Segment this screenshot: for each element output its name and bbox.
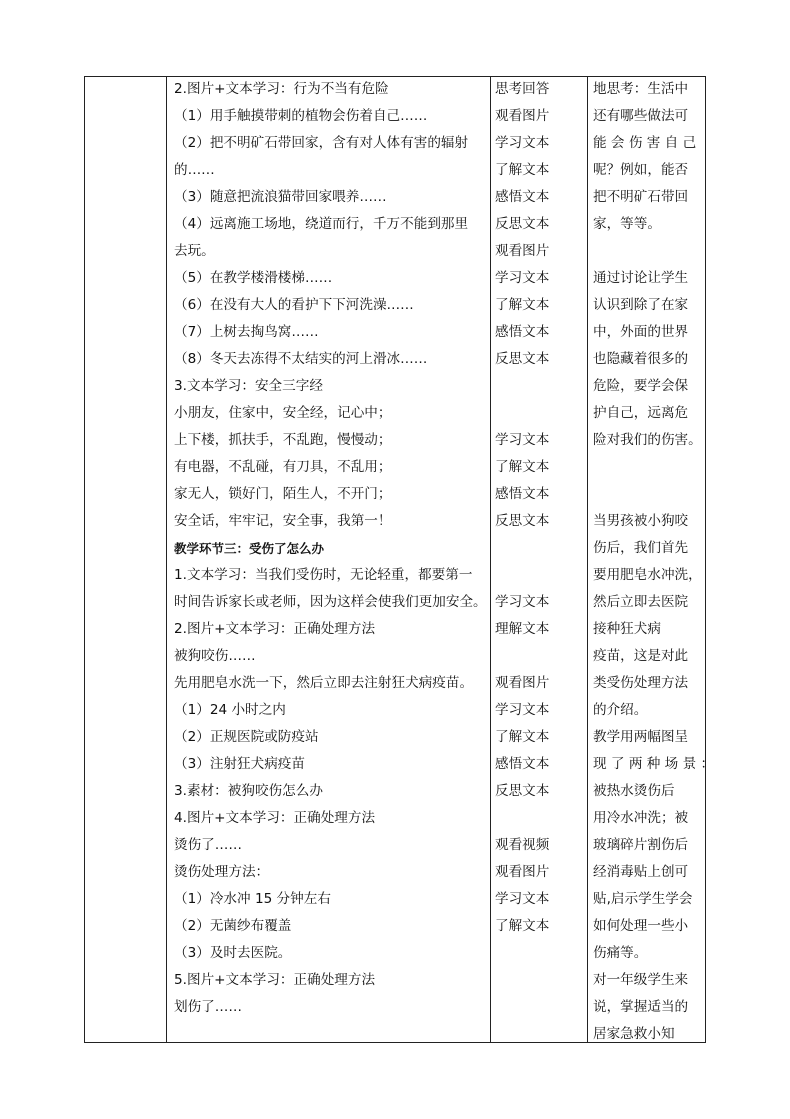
note-line: 居家急救小知 <box>593 1026 675 1042</box>
note-line: 然后立即去医院 <box>593 594 689 610</box>
content-line: 3.素材：被狗咬伤怎么办 <box>174 783 323 799</box>
activity-line: 反思文本 <box>495 216 550 232</box>
activity-line: 观看图片 <box>495 864 550 880</box>
activity-line: 学习文本 <box>495 891 550 907</box>
content-line: （1）冷水冲 15 分钟左右 <box>174 891 331 907</box>
content-line: 1.文本学习：当我们受伤时，无论轻重，都要第一 <box>174 567 473 583</box>
content-line: 家无人，锁好门，陌生人，不开门； <box>174 486 392 502</box>
content-line: 2.图片+文本学习：行为不当有危险 <box>174 81 389 97</box>
note-line: 疫苗，这是对此 <box>593 648 689 664</box>
activity-line: 了解文本 <box>495 297 550 313</box>
content-line: （2）把不明矿石带回家，含有对人体有害的辐射 <box>174 135 469 151</box>
column-divider-3 <box>587 77 588 1042</box>
note-line: 险对我们的伤害。 <box>593 432 702 448</box>
activity-line: 了解文本 <box>495 459 550 475</box>
activity-line: 理解文本 <box>495 621 550 637</box>
note-line: 把不明矿石带回 <box>593 189 689 205</box>
content-line: 3.文本学习：安全三字经 <box>174 378 323 394</box>
activity-line: 感悟文本 <box>495 189 550 205</box>
note-line: 中，外面的世界 <box>593 324 689 340</box>
activity-line: 学习文本 <box>495 702 550 718</box>
content-line: （3）随意把流浪猫带回家喂养…… <box>174 189 387 205</box>
activity-line: 思考回答 <box>495 81 550 97</box>
content-line: 烫伤处理方法： <box>174 864 270 880</box>
column-divider-2 <box>490 77 491 1042</box>
note-line: 通过讨论让学生 <box>593 270 689 286</box>
note-line: 对一年级学生来 <box>593 972 689 988</box>
content-line: （6）在没有大人的看护下下河洗澡…… <box>174 297 414 313</box>
note-line: 要用肥皂水冲洗， <box>593 567 702 583</box>
content-line: 安全话，牢牢记，安全事，我第一！ <box>174 513 392 529</box>
note-line: 呢？例如，能否 <box>593 162 689 178</box>
note-line: 伤痛等。 <box>593 945 648 961</box>
activity-line: 学习文本 <box>495 594 550 610</box>
content-line: （3）及时去医院。 <box>174 945 292 961</box>
content-line: 2.图片+文本学习：正确处理方法 <box>174 621 376 637</box>
activity-line: 反思文本 <box>495 783 550 799</box>
note-line: 家，等等。 <box>593 216 661 232</box>
activity-line: 了解文本 <box>495 918 550 934</box>
content-line: 小朋友，住家中，安全经，记心中； <box>174 405 392 421</box>
content-line: 时间告诉家长或老师，因为这样会使我们更加安全。 <box>174 594 487 610</box>
note-line: 能 会 伤 害 自 己 <box>593 135 697 151</box>
note-line: 类受伤处理方法 <box>593 675 689 691</box>
activity-line: 感悟文本 <box>495 756 550 772</box>
activity-line: 观看图片 <box>495 675 550 691</box>
content-line: 去玩。 <box>174 243 215 259</box>
note-line: 教学用两幅图呈 <box>593 729 689 745</box>
content-line: （2）正规医院或防疫站 <box>174 729 319 745</box>
note-line: 危险，要学会保 <box>593 378 689 394</box>
note-line: 护自己，远离危 <box>593 405 689 421</box>
note-line: 的介绍。 <box>593 702 648 718</box>
content-line: 4.图片+文本学习：正确处理方法 <box>174 810 376 826</box>
content-line: 划伤了…… <box>174 999 242 1015</box>
note-line: 用冷水冲洗；被 <box>593 810 689 826</box>
activity-line: 感悟文本 <box>495 486 550 502</box>
content-line: （3）注射狂犬病疫苗 <box>174 756 305 772</box>
content-line: 先用肥皂水洗一下，然后立即去注射狂犬病疫苗。 <box>174 675 474 691</box>
lesson-plan-table <box>84 76 715 1043</box>
note-line: 当男孩被小狗咬 <box>593 513 689 529</box>
activity-line: 观看图片 <box>495 108 550 124</box>
note-line: 地思考：生活中 <box>593 81 689 97</box>
content-line: （7）上树去掏鸟窝…… <box>174 324 319 340</box>
activity-line: 反思文本 <box>495 351 550 367</box>
activity-line: 学习文本 <box>495 270 550 286</box>
note-line: 伤后，我们首先 <box>593 540 689 556</box>
column-divider-1 <box>166 77 167 1042</box>
activity-line: 学习文本 <box>495 135 550 151</box>
note-line: 说，掌握适当的 <box>593 999 689 1015</box>
content-line: 有电器，不乱碰，有刀具，不乱用； <box>174 459 392 475</box>
content-line: （2）无菌纱布覆盖 <box>174 918 292 934</box>
content-line: （8）冬天去冻得不太结实的河上滑冰…… <box>174 351 428 367</box>
content-line: 5.图片+文本学习：正确处理方法 <box>174 972 376 988</box>
note-line: 如何处理一些小 <box>593 918 689 934</box>
content-line: （4）远离施工场地，绕道而行，千万不能到那里 <box>174 216 469 232</box>
note-line: 接种狂犬病 <box>593 621 661 637</box>
content-line: 烫伤了…… <box>174 837 242 853</box>
note-line: 被热水烫伤后 <box>593 783 675 799</box>
note-line: 经消毒贴上创可 <box>593 864 689 880</box>
content-line: （1）24 小时之内 <box>174 702 286 718</box>
note-line: 玻璃碎片割伤后 <box>593 837 689 853</box>
activity-line: 观看视频 <box>495 837 550 853</box>
note-line: 现 了 两 种 场 景 ： <box>593 756 715 772</box>
activity-line: 了解文本 <box>495 162 550 178</box>
content-line: （5）在教学楼滑楼梯…… <box>174 270 333 286</box>
activity-line: 观看图片 <box>495 243 550 259</box>
content-line: 的…… <box>174 162 215 178</box>
activity-line: 感悟文本 <box>495 324 550 340</box>
note-line: 贴,启示学生学会 <box>593 891 693 907</box>
activity-line: 反思文本 <box>495 513 550 529</box>
note-line: 认识到除了在家 <box>593 297 689 313</box>
note-line: 还有哪些做法可 <box>593 108 689 124</box>
content-line: 教学环节三：受伤了怎么办 <box>174 541 325 556</box>
activity-line: 了解文本 <box>495 729 550 745</box>
activity-line: 学习文本 <box>495 432 550 448</box>
content-line: 被狗咬伤…… <box>174 648 256 664</box>
content-line: （1）用手触摸带刺的植物会伤着自己…… <box>174 108 428 124</box>
note-line: 也隐藏着很多的 <box>593 351 689 367</box>
content-line: 上下楼，抓扶手，不乱跑，慢慢动； <box>174 432 392 448</box>
